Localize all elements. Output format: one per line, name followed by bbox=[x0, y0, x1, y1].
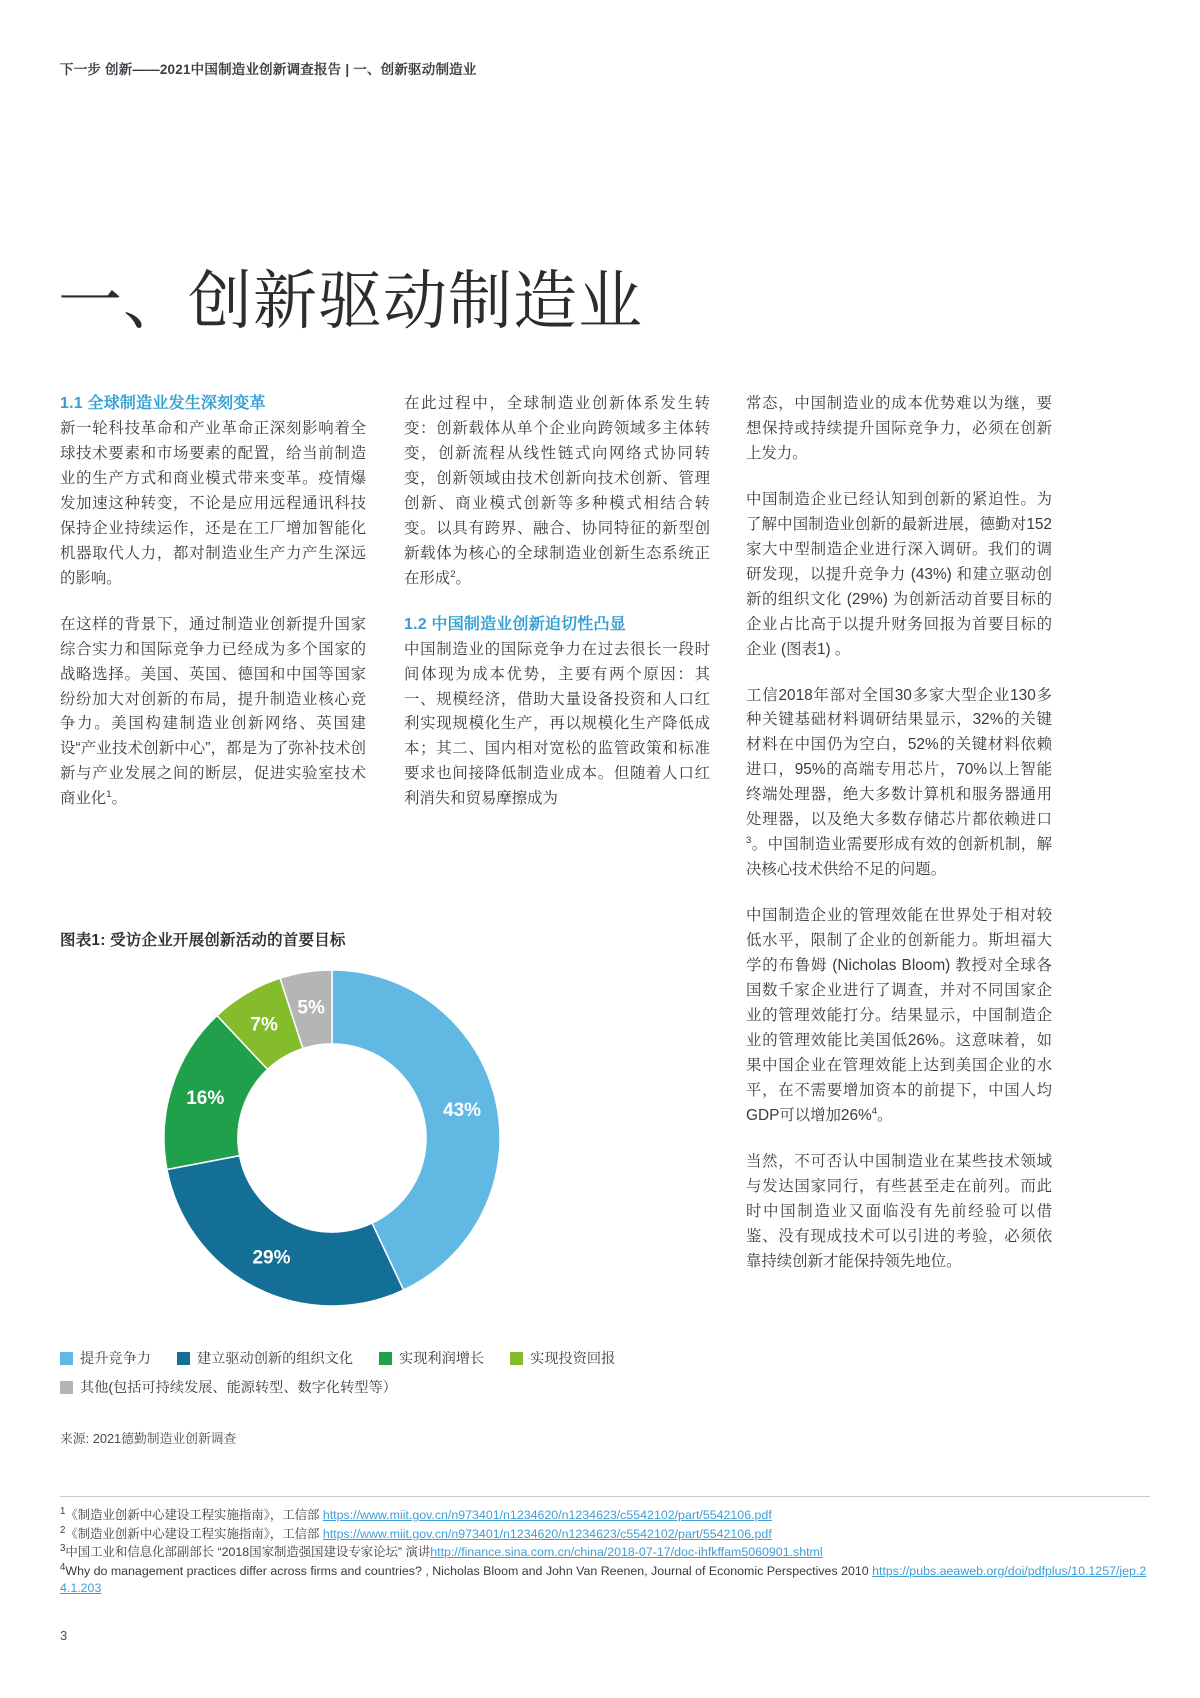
footnote-text: 《制造业创新中心建设工程实施指南》，工信部 bbox=[65, 1508, 323, 1522]
footnote-ref-3[interactable]: 3 bbox=[746, 835, 752, 847]
footnote-ref-1[interactable]: 1 bbox=[106, 789, 112, 801]
figure-title: 图表1: 受访企业开展创新活动的首要目标 bbox=[60, 932, 346, 949]
legend-label: 建立驱动创新的组织文化 bbox=[196, 1351, 354, 1367]
legend-label: 实现利润增长 bbox=[399, 1351, 485, 1367]
donut-slice-label: 29% bbox=[252, 1247, 291, 1269]
paragraph-text: 在这样的背景下，通过制造业创新提升国家综合实力和国际竞争力已经成为多个国家的战略选择。美国、英国、德国和中国等国家纷纷加大对创新的布局，提升制造业核心竞争力。美国构建制造业创新网络、英国建设“产业技术创新中心”，都是为了弥补技术创新与产业发展之间的断层，促进实验室技术商业化 bbox=[60, 615, 366, 808]
footnote-marker: 2 bbox=[60, 1524, 66, 1536]
paragraph bbox=[746, 904, 1052, 1129]
paragraph-text: 。 bbox=[455, 569, 471, 587]
footnote-link[interactable]: https://www.miit.gov.cn/n973401/n1234620/n1234623/c5542102/part/5542106.pdf bbox=[322, 1508, 772, 1522]
paragraph: 中国制造业的国际竞争力在过去很长一段时间体现为成本优势，主要有两个原因：其一、规模经济，借助大量设备投资和人口红利实现规模化生产，再以规模化生产降低成本；其二、国内相对宽松的监管政策和标准要求也间接降低制造业成本。但随着人口红利消失和贸易摩擦成为 bbox=[404, 640, 710, 808]
page-title: 一、创新驱动制造业 bbox=[58, 264, 643, 337]
legend-row-secondary bbox=[60, 1377, 740, 1397]
footnote-list bbox=[60, 1507, 1150, 1598]
legend-label: 实现投资回报 bbox=[530, 1351, 616, 1367]
legend-row-primary bbox=[60, 1348, 740, 1368]
paragraph: 当然，不可否认中国制造业在某些技术领域与发达国家同行，有些甚至走在前列。而此时中国制造业又面临没有先前经验可以借鉴、没有现成技术可以引进的考验，必须依靠持续创新才能保持领先地位。 bbox=[746, 1152, 1052, 1270]
section-heading-1-2: 1.2 中国制造业创新迫切性凸显 bbox=[404, 615, 626, 633]
footnote-text: 《制造业创新中心建设工程实施指南》，工信部 bbox=[65, 1526, 323, 1541]
footnote-marker: 4 bbox=[60, 1561, 66, 1573]
donut-slice-label: 5% bbox=[297, 997, 325, 1019]
donut-chart-svg bbox=[158, 964, 506, 1312]
donut-chart bbox=[158, 964, 506, 1312]
footnote-link[interactable]: http://finance.sina.com.cn/china/2018-07-17/doc-ihfkffam5060901.shtml bbox=[430, 1545, 823, 1560]
figure-1 bbox=[60, 928, 720, 1316]
paragraph-text: 。 bbox=[877, 1106, 893, 1124]
section-heading-1-1: 1.1 全球制造业发生深刻变革 bbox=[60, 395, 266, 412]
paragraph bbox=[60, 613, 366, 813]
text-column-2 bbox=[404, 392, 710, 812]
legend-label: 提升竞争力 bbox=[80, 1351, 151, 1367]
donut-slices[interactable] bbox=[164, 970, 500, 1306]
legend-item[interactable] bbox=[177, 1348, 353, 1368]
footnotes-block bbox=[60, 1496, 1150, 1599]
figure-source: 来源: 2021德勤制造业创新调查 bbox=[60, 1431, 237, 1446]
footnote-entry bbox=[60, 1507, 1150, 1525]
legend-swatch-icon bbox=[177, 1352, 190, 1365]
legend-item[interactable] bbox=[379, 1348, 484, 1368]
footnote-link[interactable]: https://www.miit.gov.cn/n973401/n1234620/n1234623/c5542102/part/5542106.pdf bbox=[322, 1526, 772, 1541]
legend-item[interactable] bbox=[60, 1377, 397, 1397]
chart-legend bbox=[60, 1348, 740, 1406]
page-number: 3 bbox=[60, 1628, 68, 1643]
legend-item[interactable] bbox=[60, 1348, 151, 1368]
footnote-text: Why do management practices differ across firms and countries? , Nicholas Bloom and John Van Reenen, Journal of Economic Perspectives 2010 bbox=[65, 1563, 873, 1578]
legend-swatch-icon bbox=[60, 1352, 73, 1365]
donut-slice-label: 7% bbox=[250, 1014, 278, 1036]
chart-area bbox=[60, 956, 720, 1316]
paragraph: 中国制造企业已经认知到创新的紧迫性。为了解中国制造业创新的最新进展，德勤对152家大中型制造企业进行深入调研。我们的调研发现，以提升竞争力 (43%) 和建立驱动创新的组织文化 (29%) 为创新活动首要目标的企业占比高于以提升财务回报为首要目标的企业 (图表1) 。 bbox=[746, 490, 1052, 658]
donut-slice-label: 43% bbox=[443, 1099, 482, 1121]
legend-label: 其他(包括可持续发展、能源转型、数字化转型等） bbox=[80, 1380, 397, 1396]
paragraph bbox=[746, 684, 1052, 884]
legend-swatch-icon bbox=[379, 1352, 392, 1365]
paragraph-text: 中国制造企业的管理效能在世界处于相对较低水平，限制了企业的创新能力。斯坦福大学的布鲁姆 (Nicholas Bloom) 教授对全球各国数千家企业进行了调查，并对不同国家企业的管理效能打分。结果显示，中国制造企业的管理效能比美国低26%。这意味着，如果中国企业在管理效能上达到美国企业的水平，在不需要增加资本的前提下，中国人均GDP可以增加26% bbox=[746, 907, 1052, 1124]
footnote-divider bbox=[60, 1496, 1150, 1497]
paragraph-text: 工信2018年部对全国30多家大型企业130多种关键基础材料调研结果显示，32%的关键材料在中国仍为空白，52%的关键材料依赖进口，95%的高端专用芯片，70%以上智能终端处理器，绝大多数计算机和服务器通用处理器，以及绝大多数存储芯片都依赖进口 bbox=[746, 686, 1052, 829]
footnote-marker: 1 bbox=[60, 1505, 66, 1517]
legend-swatch-icon bbox=[60, 1381, 73, 1394]
paragraph-text: 。中国制造业需要形成有效的创新机制，解决核心技术供给不足的问题。 bbox=[746, 836, 1052, 879]
footnote-entry bbox=[60, 1544, 1150, 1562]
footnote-ref-4[interactable]: 4 bbox=[871, 1105, 878, 1117]
footnote-ref-2[interactable]: 2 bbox=[450, 568, 456, 580]
paragraph: 常态，中国制造业的成本优势难以为继，要想保持或持续提升国际竞争力，必须在创新上发力。 bbox=[746, 395, 1052, 462]
paragraph: 新一轮科技革命和产业革命正深刻影响着全球技术要素和市场要素的配置，给当前制造业的生产方式和商业模式带来变革。疫情爆发加速这种转变，不论是应用远程通讯科技保持企业持续运作，还是在工厂增加智能化机器取代人力，都对制造业生产力产生深远的影响。 bbox=[60, 420, 366, 587]
paragraph-text: 。 bbox=[111, 790, 127, 808]
footnote-text: 中国工业和信息化部副部长 “2018国家制造强国建设专家论坛” 演讲 bbox=[65, 1545, 431, 1560]
running-header: 下一步 创新——2021中国制造业创新调查报告 | 一、创新驱动制造业 bbox=[60, 62, 477, 77]
paragraph-text: 在此过程中，全球制造业创新体系发生转变：创新载体从单个企业向跨领域多主体转变，创新流程从线性链式向网络式协同转变，创新领域由技术创新向技术创新、管理创新、商业模式创新等多种模式相结合转变。以具有跨界、融合、协同特征的新型创新载体为核心的全球制造业创新生态系统正在形成 bbox=[404, 395, 710, 587]
donut-slice[interactable] bbox=[167, 1156, 404, 1306]
text-column-1 bbox=[60, 392, 366, 812]
legend-swatch-icon bbox=[510, 1352, 523, 1365]
paragraph bbox=[404, 392, 710, 592]
footnote-link[interactable]: https://pubs.aeaweb.org/doi/pdfplus/10.1257/jep.24.1.203 bbox=[60, 1563, 1147, 1596]
legend-item[interactable] bbox=[510, 1348, 615, 1368]
footnote-entry bbox=[60, 1563, 1150, 1598]
footnote-entry bbox=[60, 1526, 1150, 1544]
footnote-marker: 3 bbox=[60, 1543, 66, 1555]
text-column-3 bbox=[746, 392, 1052, 1275]
donut-slice-label: 16% bbox=[186, 1087, 225, 1109]
